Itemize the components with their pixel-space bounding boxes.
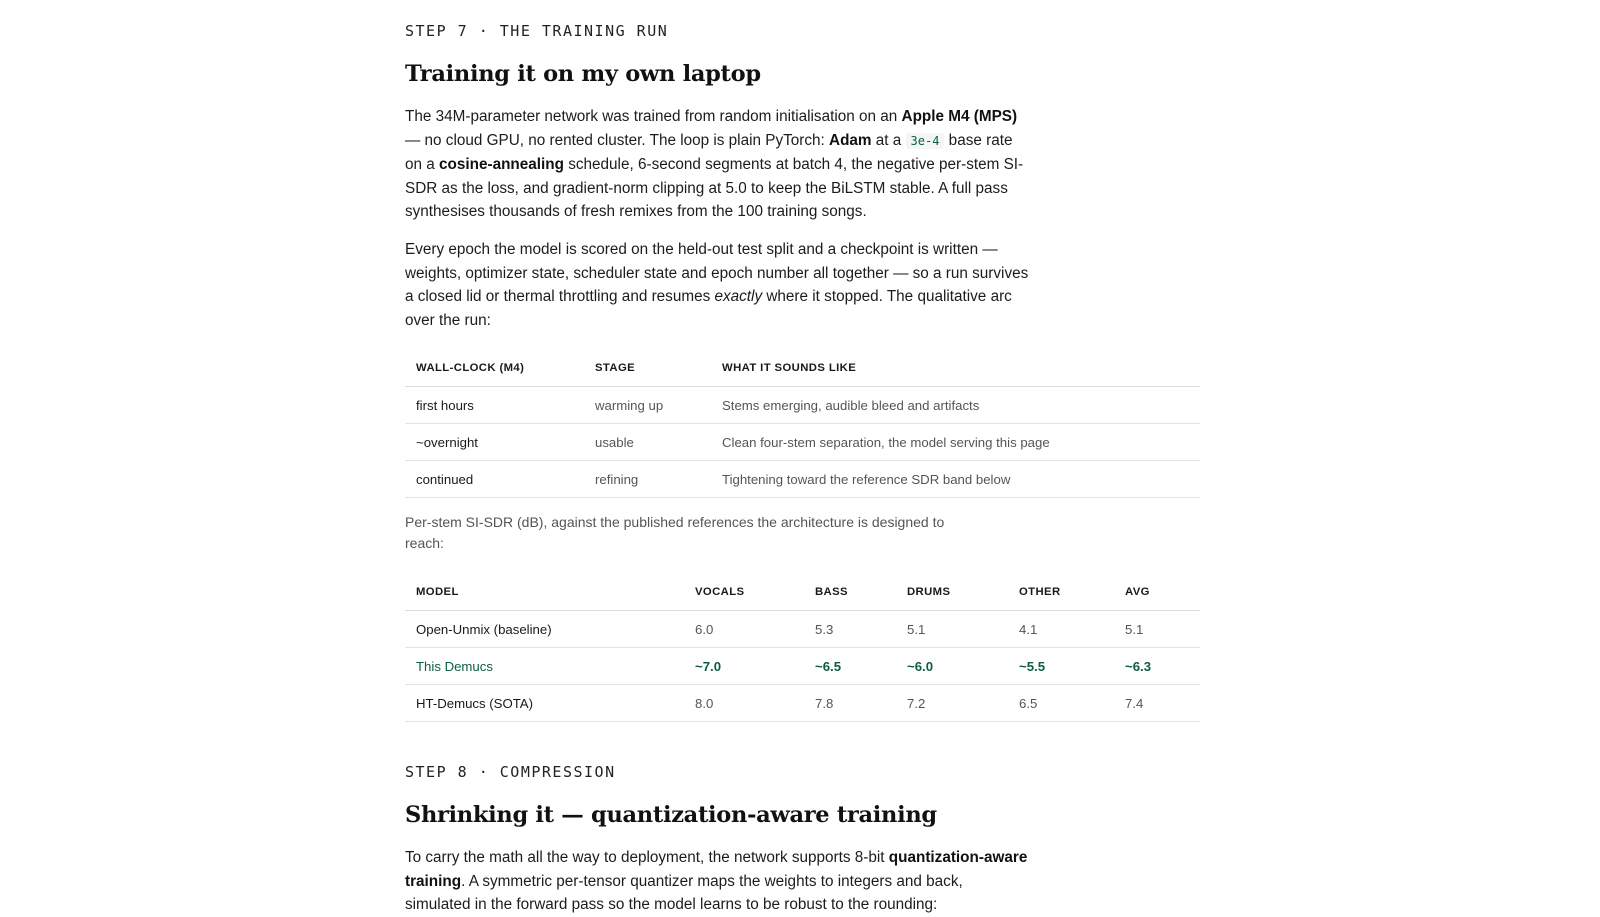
table-row	[405, 685, 1200, 722]
step-8-title: Shrinking it — quantization-aware training	[405, 802, 937, 828]
text-run: — no cloud GPU, no rented cluster. The loop is plain PyTorch:	[405, 131, 830, 149]
bold-cosine-annealing: cosine-annealing	[439, 156, 564, 173]
table-cell: Tightening toward the reference SDR band below	[711, 461, 1200, 498]
training-arc-table	[405, 349, 1200, 498]
text-run: where it stopped. The qualitative arc over the run:	[405, 288, 1012, 329]
column-header: STAGE	[584, 349, 711, 387]
text-run: The 34M-parameter network was trained from random initialisation on an	[405, 108, 902, 125]
table-header-row	[405, 349, 1200, 387]
column-header: WHAT IT SOUNDS LIKE	[711, 349, 1200, 387]
table-cell: warming up	[584, 387, 711, 424]
table-cell: This Demucs	[405, 648, 684, 685]
learning-rate-code: 3e-4	[906, 133, 945, 149]
table-cell: usable	[584, 424, 711, 461]
text-run: schedule, 6-second segments at batch 4, the negative per-stem SI-SDR as the loss, and gradient-norm clipping at 5.0 to keep the BiLSTM stable. A full pass synthesises thousands of fresh remixes from the 100 training songs.	[405, 156, 1024, 220]
table-row	[405, 387, 1200, 424]
table-cell: 8.0	[684, 685, 804, 722]
text-run: To carry the math all the way to deployment, the network supports 8-bit	[405, 849, 889, 866]
table-cell: Clean four-stem separation, the model serving this page	[711, 424, 1200, 461]
table-cell: 7.2	[896, 685, 1008, 722]
column-header: BASS	[804, 573, 896, 611]
bold-qat: quantization-aware training	[405, 849, 1028, 890]
column-header: DRUMS	[896, 573, 1008, 611]
table-row	[405, 611, 1200, 648]
table-cell: 5.1	[1114, 611, 1200, 648]
text-run: . A symmetric per-tensor quantizer maps the weights to integers and back, simulated in the forward pass so the model learns to be robust to the rounding:	[405, 872, 963, 913]
table-cell: refining	[584, 461, 711, 498]
text-run: at a	[871, 131, 906, 149]
column-header: MODEL	[405, 573, 684, 611]
table-row	[405, 461, 1200, 498]
table-row	[405, 424, 1200, 461]
step-7-title: Training it on my own laptop	[405, 61, 761, 87]
table-cell: continued	[405, 461, 584, 498]
table-cell: ~6.0	[896, 648, 1008, 685]
table-cell: HT-Demucs (SOTA)	[405, 685, 684, 722]
emphasis-exactly: exactly	[714, 288, 763, 305]
compression-paragraph	[405, 846, 1030, 917]
table-cell: Stems emerging, audible bleed and artifacts	[711, 387, 1200, 424]
table-cell: 6.5	[1008, 685, 1114, 722]
step-7-eyebrow: STEP 7 · THE TRAINING RUN	[405, 22, 669, 40]
column-header: AVG	[1114, 573, 1200, 611]
table-cell: ~7.0	[684, 648, 804, 685]
text-run: base rate on a	[405, 131, 1013, 173]
table-cell: 4.1	[1008, 611, 1114, 648]
training-paragraph-1	[405, 105, 1030, 224]
bold-adam: Adam	[829, 131, 872, 149]
table-cell: ~6.3	[1114, 648, 1200, 685]
table-cell: 5.3	[804, 611, 896, 648]
table-cell: ~5.5	[1008, 648, 1114, 685]
table-header-row	[405, 573, 1200, 611]
table-cell: 7.8	[804, 685, 896, 722]
column-header: VOCALS	[684, 573, 804, 611]
table-cell: ~overnight	[405, 424, 584, 461]
table-cell: first hours	[405, 387, 584, 424]
bold-apple-m4: Apple M4 (MPS)	[901, 108, 1018, 125]
table-cell: ~6.5	[804, 648, 896, 685]
training-paragraph-2	[405, 238, 1030, 332]
text-run: Every epoch the model is scored on the held-out test split and a checkpoint is written — weights, optimizer state, scheduler state and epoch number all together — so a run survives a closed lid or thermal throttling and resumes	[405, 241, 1029, 305]
table-cell: 7.4	[1114, 685, 1200, 722]
table-cell: 5.1	[896, 611, 1008, 648]
column-header: WALL-CLOCK (M4)	[405, 349, 584, 387]
sdr-caption: Per-stem SI-SDR (dB), against the published references the architecture is designed to reach:	[405, 514, 945, 551]
column-header: OTHER	[1008, 573, 1114, 611]
table-row-highlighted	[405, 648, 1200, 685]
table-cell: Open-Unmix (baseline)	[405, 611, 684, 648]
sdr-results-table	[405, 573, 1200, 722]
table-cell: 6.0	[684, 611, 804, 648]
step-8-eyebrow: STEP 8 · COMPRESSION	[405, 763, 616, 781]
